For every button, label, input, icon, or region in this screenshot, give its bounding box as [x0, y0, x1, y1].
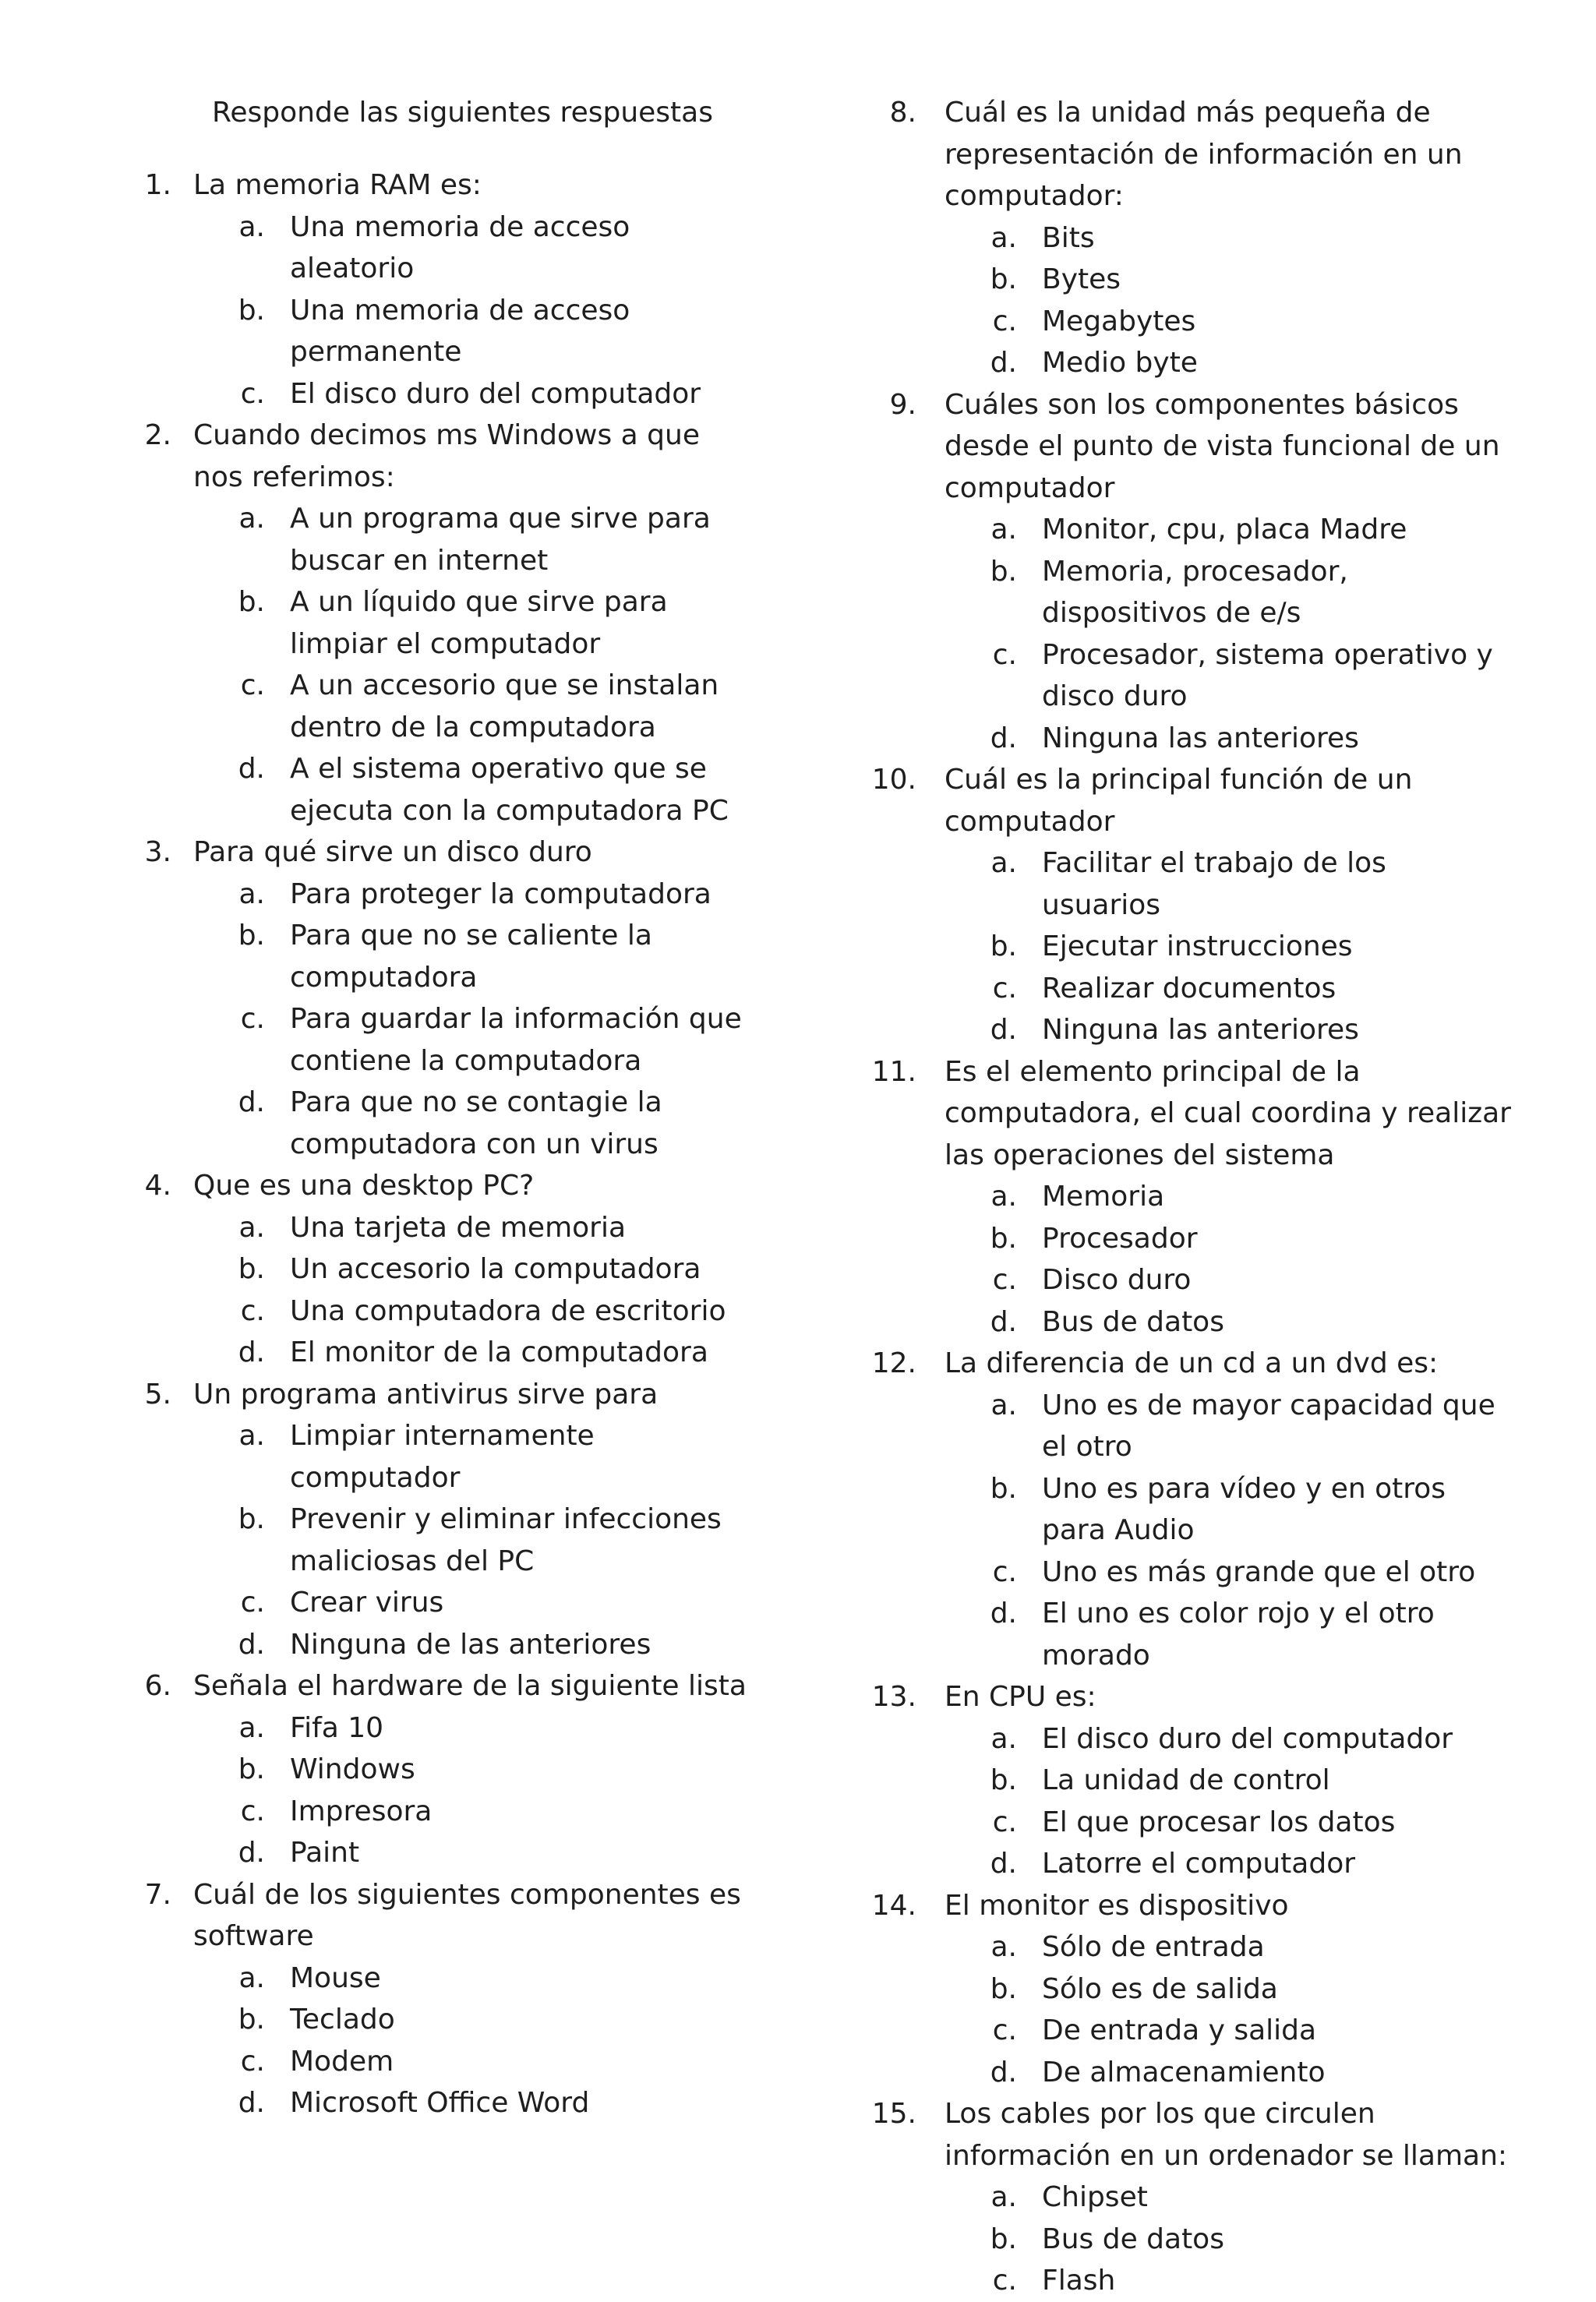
option-letter: d. — [990, 1014, 1017, 1046]
question-number: 1. — [144, 169, 171, 201]
question-number: 10. — [871, 764, 916, 796]
option-letter: a. — [238, 210, 265, 243]
question-text: Cuando decimos ms Windows a que nos referimos: — [193, 419, 700, 493]
option-letter: d. — [238, 1086, 265, 1118]
answer-option — [0, 1468, 1506, 1552]
question-text: El monitor es dispositivo — [945, 1889, 1289, 1922]
answer-option — [0, 1176, 1506, 1218]
option-text: Impresora — [290, 1795, 433, 1827]
option-letter: c. — [992, 2265, 1017, 2297]
option-text: Uno es para vídeo y en otros para Audio — [1042, 1472, 1446, 1546]
option-letter: b. — [990, 1972, 1017, 2005]
question-text: Los cables por los que circulen información en un ordenador se llaman: — [945, 2098, 1508, 2172]
answer-option — [0, 1385, 1506, 1468]
option-letter: c. — [240, 2045, 265, 2078]
option-text: Monitor, cpu, placa Madre — [1042, 514, 1407, 545]
option-letter: b. — [238, 294, 265, 327]
option-letter: c. — [992, 1264, 1017, 1296]
option-text: Fifa 10 — [290, 1711, 384, 1744]
question-number: 11. — [871, 1055, 916, 1088]
option-text: Ejecutar instrucciones — [1042, 930, 1353, 962]
question-text: Que es una desktop PC? — [193, 1170, 535, 1202]
option-letter: a. — [238, 1211, 265, 1244]
option-letter: d. — [238, 753, 265, 785]
question-item — [0, 1051, 1513, 1177]
answer-option — [0, 1718, 1506, 1760]
answer-option — [0, 1259, 1506, 1301]
option-text: Paint — [290, 1837, 360, 1869]
option-text: Una memoria de acceso aleatorio — [290, 210, 630, 284]
answer-option — [0, 968, 1506, 1010]
option-letter: d. — [238, 1336, 265, 1368]
answer-option — [0, 342, 1506, 384]
option-text: Uno es de mayor capacidad que el otro — [1042, 1389, 1495, 1463]
option-text: El uno es color rojo y el otro morado — [1042, 1598, 1435, 1672]
answer-option — [0, 2177, 1506, 2219]
option-text: Limpiar internamente computador — [290, 1420, 595, 1494]
option-text: Flash — [1042, 2265, 1116, 2297]
option-letter: b. — [238, 1753, 265, 1785]
option-text: Una memoria de acceso permanente — [290, 294, 630, 368]
question-item — [0, 2093, 1513, 2177]
option-letter: a. — [990, 1931, 1017, 1963]
question-number: 13. — [871, 1681, 916, 1713]
option-text: Bytes — [1042, 263, 1121, 295]
answer-option — [0, 509, 1506, 551]
option-text: Crear virus — [290, 1587, 444, 1619]
option-text: Ninguna las anteriores — [1042, 722, 1359, 754]
question-text: Es el elemento principal de la computadora, el cual coordina y realizar las operaciones del sistema — [945, 1055, 1511, 1171]
option-text: Windows — [290, 1753, 415, 1785]
option-text: Disco duro — [1042, 1264, 1192, 1296]
option-letter: b. — [238, 920, 265, 952]
option-letter: b. — [990, 555, 1017, 588]
option-text: Bus de datos — [1042, 2223, 1224, 2255]
question-number: 5. — [144, 1378, 171, 1411]
question-text: Un programa antivirus sirve para — [193, 1378, 659, 1411]
option-text: De almacenamiento — [1042, 2056, 1326, 2088]
question-item — [0, 92, 1513, 217]
option-letter: d. — [990, 722, 1017, 754]
option-letter: a. — [238, 1961, 265, 1994]
option-letter: c. — [240, 377, 265, 410]
option-text: Teclado — [290, 2004, 395, 2035]
option-text: Memoria — [1042, 1181, 1165, 1213]
answer-option — [0, 1968, 1506, 2011]
option-letter: c. — [992, 1555, 1017, 1588]
question-text: Cuáles son los componentes básicos desde el punto de vista funcional de un computador — [945, 388, 1500, 504]
option-text: Prevenir y eliminar infecciones maliciosas del PC — [290, 1503, 722, 1577]
option-letter: d. — [990, 2056, 1017, 2088]
option-text: Procesador, sistema operativo y disco duro — [1042, 638, 1493, 712]
question-text: En CPU es: — [945, 1681, 1096, 1713]
question-item — [0, 759, 1513, 842]
option-text: Un accesorio la computadora — [290, 1253, 701, 1285]
question-number: 6. — [144, 1670, 171, 1702]
option-letter: a. — [990, 514, 1017, 545]
option-text: A un programa que sirve para buscar en internet — [290, 503, 711, 577]
answer-option — [0, 217, 1506, 260]
option-text: Sólo de entrada — [1042, 1931, 1265, 1963]
option-letter: c. — [240, 669, 265, 701]
option-text: El disco duro del computador — [290, 377, 701, 410]
option-text: Megabytes — [1042, 305, 1196, 337]
option-text: Ninguna de las anteriores — [290, 1628, 651, 1661]
question-number: 14. — [871, 1889, 916, 1922]
question-text: Cuál de los siguientes componentes es software — [193, 1878, 741, 1952]
question-number: 8. — [889, 97, 916, 129]
answer-option — [0, 2260, 1506, 2302]
option-text: Microsoft Office Word — [290, 2087, 590, 2119]
answer-option — [0, 2052, 1506, 2094]
answer-option — [0, 2010, 1506, 2052]
option-letter: b. — [990, 1222, 1017, 1255]
option-letter: b. — [990, 263, 1017, 295]
question-text: Señala el hardware de la siguiente lista — [193, 1670, 747, 1702]
question-number: 12. — [871, 1347, 916, 1379]
option-text: De entrada y salida — [1042, 2014, 1317, 2046]
question-item — [0, 1885, 1513, 1927]
option-letter: d. — [238, 2087, 265, 2119]
answer-option — [0, 259, 1506, 301]
option-text: Una computadora de escritorio — [290, 1294, 726, 1327]
question-number: 4. — [144, 1170, 171, 1202]
option-text: Ninguna las anteriores — [1042, 1014, 1359, 1046]
answer-option — [0, 718, 1506, 760]
question-text: La memoria RAM es: — [193, 169, 482, 201]
option-text: Para proteger la computadora — [290, 877, 711, 910]
option-letter: c. — [240, 1003, 265, 1035]
question-number: 9. — [889, 388, 916, 421]
option-letter: a. — [990, 2181, 1017, 2213]
question-text: Cuál es la unidad más pequeña de representación de información en un computador: — [945, 97, 1463, 212]
question-item — [0, 1676, 1513, 1718]
option-letter: a. — [990, 1181, 1017, 1213]
option-letter: b. — [990, 930, 1017, 962]
option-text: Para que no se contagie la computadora con un virus — [290, 1086, 662, 1160]
option-letter: c. — [240, 1587, 265, 1619]
answer-option — [0, 1552, 1506, 1594]
option-text: A el sistema operativo que se ejecuta con la computadora PC — [290, 753, 729, 827]
option-text: La unidad de control — [1042, 1764, 1330, 1796]
option-letter: a. — [238, 1711, 265, 1744]
option-letter: b. — [238, 1503, 265, 1535]
option-letter: a. — [990, 221, 1017, 254]
answer-option — [0, 1593, 1506, 1676]
answer-option — [0, 1926, 1506, 1968]
option-text: Bus de datos — [1042, 1305, 1224, 1338]
option-text: El disco duro del computador — [1042, 1722, 1453, 1755]
option-letter: d. — [238, 1837, 265, 1869]
option-letter: a. — [238, 503, 265, 535]
option-letter: d. — [990, 1598, 1017, 1629]
option-text: Memoria, procesador, dispositivos de e/s — [1042, 555, 1348, 629]
option-letter: c. — [992, 638, 1017, 671]
answer-option — [0, 842, 1506, 926]
document-title: Responde las siguientes respuestas — [212, 97, 713, 129]
option-text: Sólo es de salida — [1042, 1972, 1278, 2005]
option-letter: b. — [990, 1764, 1017, 1796]
question-number: 7. — [144, 1878, 171, 1911]
option-text: Facilitar el trabajo de los usuarios — [1042, 847, 1386, 921]
option-text: Una tarjeta de memoria — [290, 1211, 627, 1244]
answer-option — [0, 1218, 1506, 1260]
option-text: A un líquido que sirve para limpiar el computador — [290, 586, 668, 660]
option-text: El que procesar los datos — [1042, 1806, 1396, 1838]
option-text: A un accesorio que se instalan dentro de la computadora — [290, 669, 719, 743]
answer-option — [0, 551, 1506, 634]
answer-option — [0, 1009, 1506, 1051]
option-text: Chipset — [1042, 2181, 1148, 2213]
option-letter: c. — [992, 972, 1017, 1004]
question-text: Cuál es la principal función de un computador — [945, 764, 1413, 838]
question-item — [0, 1343, 1513, 1385]
answer-option — [0, 1301, 1506, 1343]
option-letter: b. — [238, 2004, 265, 2035]
option-letter: c. — [240, 1795, 265, 1827]
option-letter: d. — [990, 1305, 1017, 1338]
option-letter: c. — [992, 305, 1017, 337]
answer-option — [0, 2219, 1506, 2261]
answer-option — [0, 926, 1506, 968]
answer-option — [0, 301, 1506, 343]
answer-option — [0, 1802, 1506, 1844]
option-text: Uno es más grande que el otro — [1042, 1555, 1476, 1588]
option-letter: b. — [990, 2223, 1017, 2255]
question-number: 15. — [871, 2098, 916, 2130]
option-text: Para que no se caliente la computadora — [290, 920, 652, 994]
option-letter: a. — [990, 1389, 1017, 1421]
option-text: Mouse — [290, 1961, 381, 1994]
option-letter: a. — [990, 1722, 1017, 1755]
option-letter: a. — [238, 1420, 265, 1452]
option-letter: b. — [990, 1472, 1017, 1505]
option-letter: c. — [992, 2014, 1017, 2046]
answer-option — [0, 1760, 1506, 1802]
question-number: 3. — [144, 836, 171, 868]
option-letter: b. — [238, 1253, 265, 1285]
option-letter: c. — [992, 1806, 1017, 1838]
option-text: Medio byte — [1042, 347, 1198, 379]
option-letter: a. — [990, 847, 1017, 879]
option-text: Realizar documentos — [1042, 972, 1336, 1004]
question-item — [0, 384, 1513, 510]
option-text: Latorre el computador — [1042, 1848, 1356, 1880]
question-text: Para qué sirve un disco duro — [193, 836, 592, 868]
option-text: Bits — [1042, 221, 1095, 254]
question-number: 2. — [144, 419, 171, 451]
option-letter: c. — [240, 1294, 265, 1327]
right-column — [0, 92, 1596, 2302]
option-letter: b. — [238, 586, 265, 618]
option-text: El monitor de la computadora — [290, 1336, 708, 1368]
option-letter: a. — [238, 877, 265, 910]
answer-option — [0, 634, 1506, 718]
option-text: Modem — [290, 2045, 394, 2078]
answer-option — [0, 1843, 1506, 1885]
option-letter: d. — [238, 1628, 265, 1661]
option-text: Para guardar la información que contiene la computadora — [290, 1003, 742, 1077]
option-letter: d. — [990, 347, 1017, 379]
option-letter: d. — [990, 1848, 1017, 1880]
question-text: La diferencia de un cd a un dvd es: — [945, 1347, 1439, 1379]
option-text: Procesador — [1042, 1222, 1198, 1255]
